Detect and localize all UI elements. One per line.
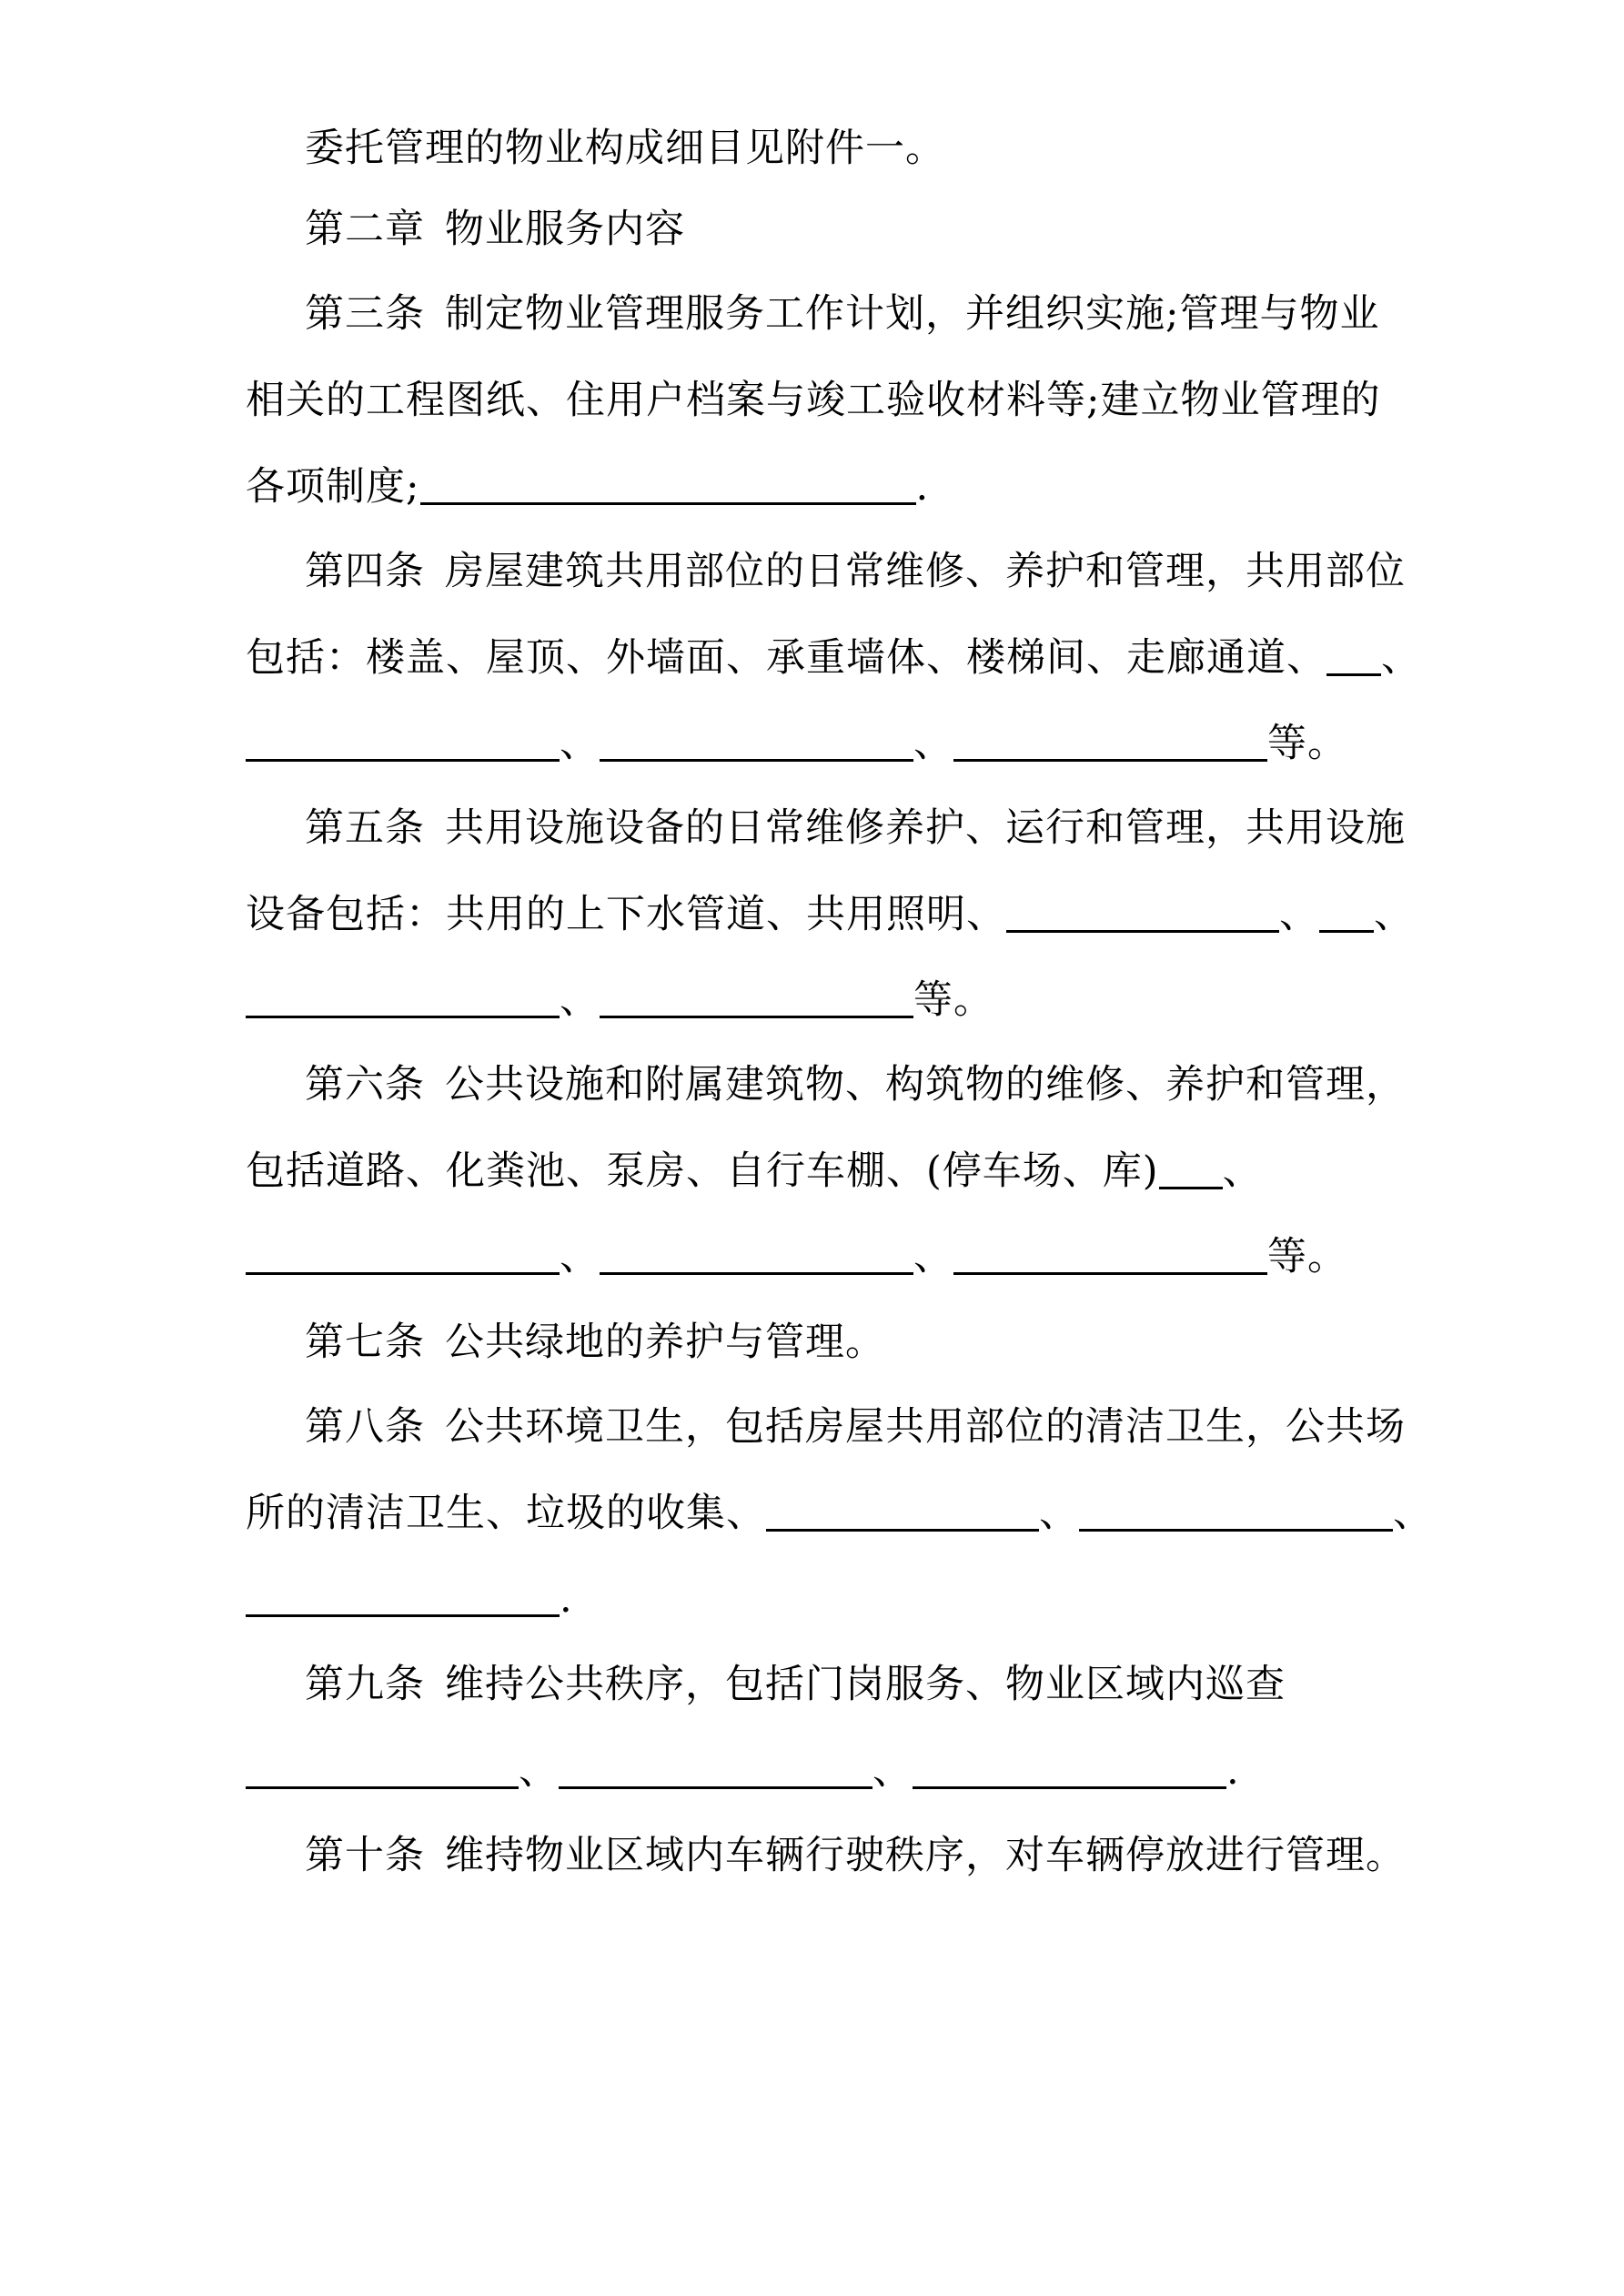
chapter-heading	[305, 202, 685, 257]
punctuation: 、	[1279, 892, 1319, 937]
fill-in-blank[interactable]	[246, 981, 560, 1018]
article-4-line-1	[305, 544, 1406, 599]
paragraph-text: 公共环境卫生，包括房屋共用部位的清洁卫生，公共场	[445, 1404, 1406, 1450]
fill-in-blank[interactable]	[953, 1238, 1267, 1275]
fill-in-blank[interactable]	[246, 1238, 560, 1275]
paragraph-text: 房屋建筑共用部位的日常维修、养护和管理，共用部位	[445, 549, 1406, 594]
article-3-line-1	[305, 287, 1380, 341]
article-3-line-2	[246, 373, 1381, 428]
article-number: 第九条	[305, 1662, 425, 1707]
punctuation: 、	[913, 721, 953, 766]
article-5-line-3	[246, 973, 994, 1027]
paragraph-text: 公共绿地的养护与管理。	[445, 1320, 885, 1365]
article-5-line-1	[305, 801, 1406, 855]
fill-in-blank[interactable]	[1006, 895, 1279, 933]
fill-in-blank[interactable]	[420, 468, 916, 505]
chapter-number: 第二章	[305, 207, 425, 252]
paragraph-text: 等。	[1267, 721, 1347, 766]
punctuation: .	[560, 1576, 573, 1622]
paragraph-text: 维持物业区域内车辆行驶秩序，对车辆停放进行管理。	[445, 1833, 1406, 1878]
paragraph-text: 包括：楼盖、屋顶、外墙面、承重墙体、楼梯间、走廊通道、	[246, 635, 1326, 681]
punctuation: 、	[1381, 635, 1421, 681]
article-9-line-1	[305, 1657, 1286, 1712]
paragraph-text: 设备包括：共用的上下水管道、共用照明、	[246, 892, 1006, 937]
article-4-line-2	[246, 631, 1421, 685]
punctuation: 、	[1374, 892, 1414, 937]
article-6-line-1	[305, 1057, 1406, 1112]
fill-in-blank[interactable]	[1079, 1494, 1393, 1532]
article-10-line-1	[305, 1828, 1406, 1883]
punctuation: 、	[560, 977, 600, 1023]
article-number: 第五条	[305, 805, 425, 851]
article-number: 第十条	[305, 1833, 425, 1878]
article-number: 第四条	[305, 549, 425, 594]
article-number: 第七条	[305, 1320, 425, 1365]
paragraph-text: 所的清洁卫生、垃圾的收集、	[246, 1491, 766, 1536]
paragraph-text: 制定物业管理服务工作计划，并组织实施;管理与物业	[445, 291, 1380, 337]
paragraph-text: 委托管理的物业构成细目见附件一。	[305, 126, 945, 171]
punctuation: 、	[913, 1234, 953, 1279]
fill-in-blank[interactable]	[1319, 895, 1374, 933]
fill-in-blank[interactable]	[953, 724, 1267, 762]
article-8-line-2	[246, 1486, 1433, 1541]
fill-in-blank[interactable]	[1159, 1152, 1223, 1189]
punctuation: 、	[1039, 1491, 1079, 1536]
fill-in-blank[interactable]	[600, 981, 913, 1018]
paragraph-text: 等。	[913, 977, 994, 1023]
paragraph-text: 相关的工程图纸、住用户档案与竣工验收材料等;建立物业管理的	[246, 378, 1381, 423]
article-3-line-3	[246, 460, 929, 514]
article-number: 第八条	[305, 1404, 425, 1450]
punctuation: 、	[873, 1748, 913, 1794]
article-6-line-2	[246, 1144, 1263, 1199]
punctuation: .	[1226, 1748, 1240, 1794]
article-7-line-1	[305, 1315, 885, 1370]
article-8-line-1	[305, 1400, 1406, 1454]
text-line-1	[305, 121, 945, 176]
punctuation: 、	[560, 1234, 600, 1279]
paragraph-text: 共用设施设备的日常维修养护、运行和管理，共用设施	[445, 805, 1406, 851]
article-9-line-2	[246, 1744, 1240, 1798]
article-5-line-2	[246, 887, 1414, 942]
fill-in-blank[interactable]	[246, 1580, 560, 1617]
article-4-line-3	[246, 716, 1347, 771]
fill-in-blank[interactable]	[913, 1752, 1226, 1789]
punctuation: .	[915, 464, 930, 510]
paragraph-text: 等。	[1267, 1234, 1347, 1279]
punctuation: 、	[519, 1748, 559, 1794]
punctuation: 、	[1393, 1491, 1433, 1536]
fill-in-blank[interactable]	[1326, 639, 1381, 676]
fill-in-blank[interactable]	[559, 1752, 873, 1789]
article-8-line-3	[246, 1572, 573, 1626]
article-6-line-3	[246, 1229, 1347, 1284]
punctuation: 、	[560, 721, 600, 766]
fill-in-blank[interactable]	[766, 1494, 1039, 1532]
punctuation: 、	[1222, 1148, 1263, 1194]
fill-in-blank[interactable]	[600, 1238, 913, 1275]
article-number: 第六条	[305, 1062, 425, 1108]
chapter-title: 物业服务内容	[445, 207, 685, 252]
fill-in-blank[interactable]	[246, 724, 560, 762]
paragraph-text: 公共设施和附属建筑物、构筑物的维修、养护和管理，	[445, 1062, 1406, 1108]
paragraph-text: 各项制度;	[246, 464, 420, 510]
paragraph-text: 维持公共秩序，包括门岗服务、物业区域内巡查	[445, 1662, 1286, 1707]
paragraph-text: 包括道路、化粪池、泵房、自行车棚、(停车场、库)	[246, 1148, 1159, 1194]
fill-in-blank[interactable]	[246, 1752, 519, 1789]
fill-in-blank[interactable]	[600, 724, 913, 762]
article-number: 第三条	[305, 291, 425, 337]
